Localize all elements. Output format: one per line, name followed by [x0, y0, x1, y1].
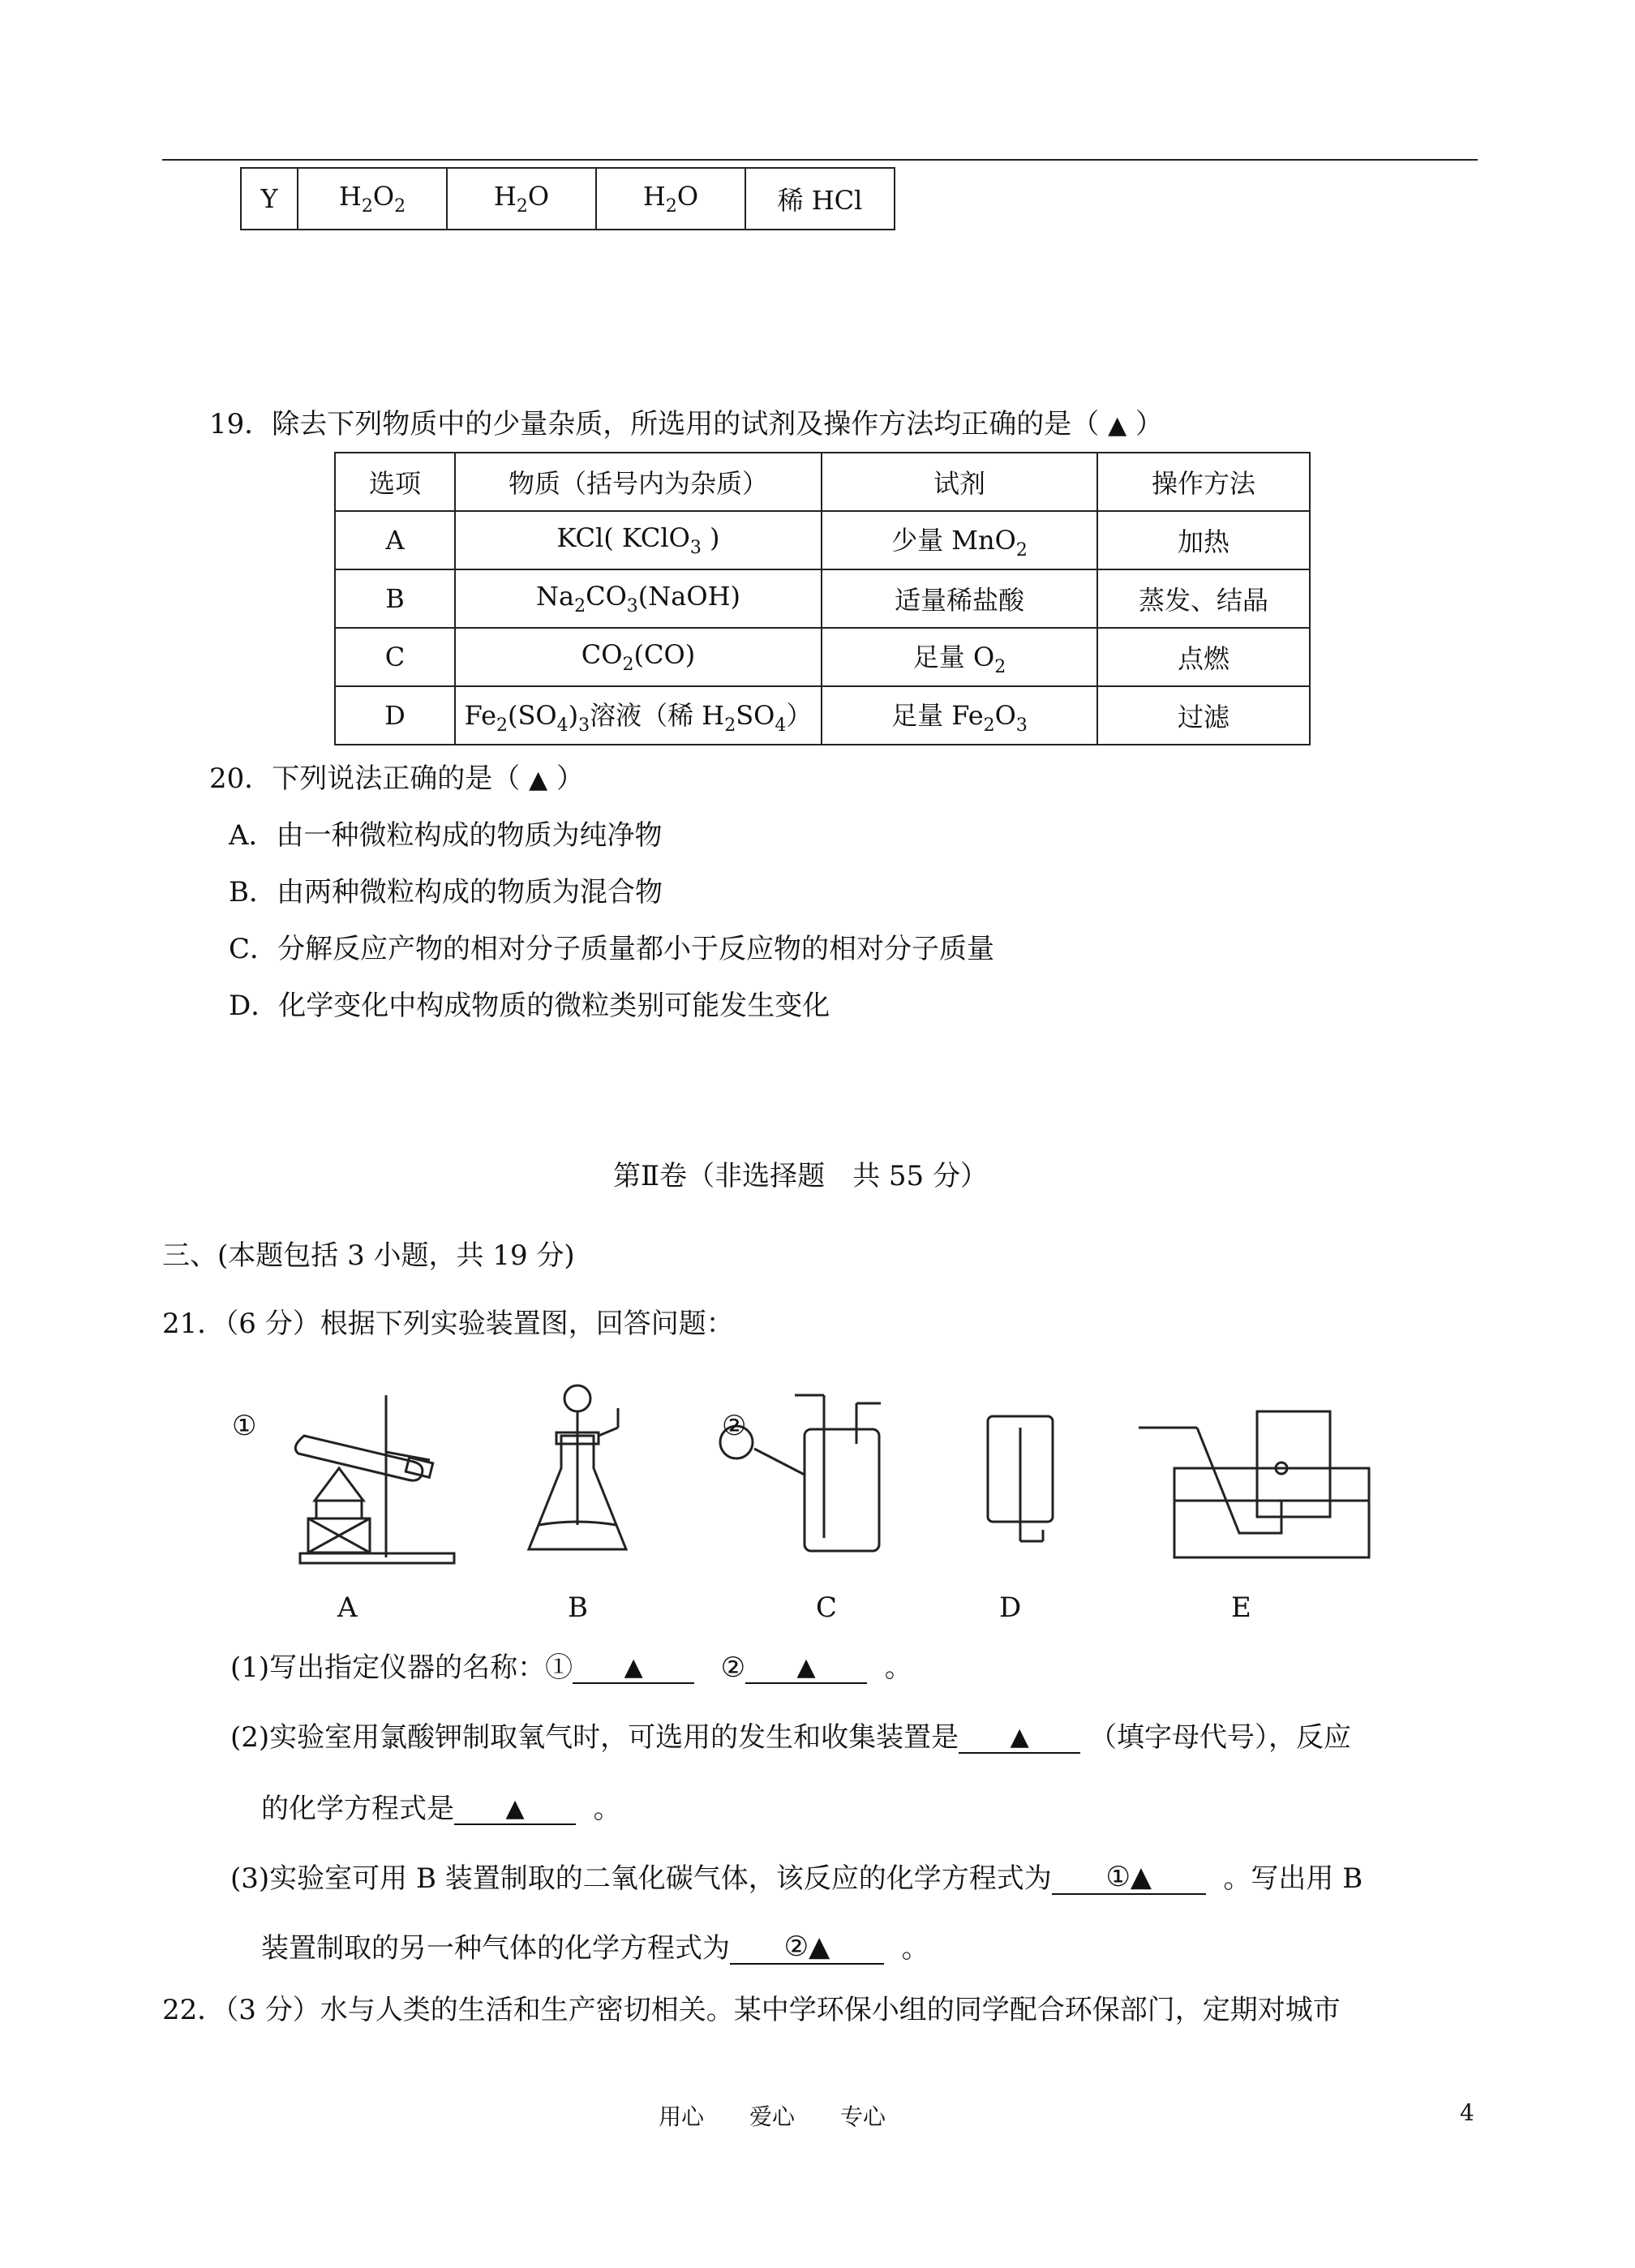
marker-2: ②	[722, 1410, 747, 1442]
reagent-cell: 足量 $Fe_2O_3$	[822, 686, 1097, 745]
method-cell: 加热	[1097, 511, 1310, 569]
answer-blank[interactable]	[573, 1650, 694, 1684]
table-header: 试剂	[822, 453, 1097, 511]
table-cell: Y	[241, 168, 298, 230]
header-rule	[162, 159, 1478, 161]
table-cell: $H_2O_2$	[298, 168, 447, 230]
answer-blank[interactable]	[745, 1650, 867, 1684]
reagent-cell: 适量稀盐酸	[822, 569, 1097, 628]
table-header: 物质（括号内为杂质）	[455, 453, 822, 511]
footer-slogan: 用心 爱心 专心	[659, 2103, 886, 2130]
answer-mark-icon: ▲	[505, 1794, 525, 1823]
option-c: C．分解反应产物的相对分子质量都小于反应物的相对分子质量	[229, 933, 995, 965]
substance-cell: $Fe_2(SO_4)_3$溶液（稀 $H_2SO_4$）	[455, 686, 822, 745]
substance-cell: $CO_2(CO)$	[455, 628, 822, 686]
reagent-cell: 足量 $O_2$	[822, 628, 1097, 686]
answer-blank[interactable]	[730, 1931, 884, 1965]
label-b: B	[568, 1591, 588, 1624]
method-cell: 过滤	[1097, 686, 1310, 745]
method-cell: 蒸发、结晶	[1097, 569, 1310, 628]
part-text: 装置制取的另一种气体的化学方程式为	[261, 1932, 730, 1965]
section-2-title: 第Ⅱ卷（非选择题 共 55 分）	[613, 1160, 988, 1192]
option-cell: B	[335, 569, 455, 628]
part-text: 。写出用 B	[1223, 1862, 1363, 1895]
part-text: 。	[884, 1652, 912, 1684]
part-text: 的化学方程式是	[261, 1793, 454, 1825]
part-text: (2)实验室用氯酸钾制取氧气时，可选用的发生和收集装置是	[230, 1721, 959, 1754]
option-cell: A	[335, 511, 455, 569]
method-cell: 点燃	[1097, 628, 1310, 686]
stem-close: ）	[556, 762, 584, 795]
table-cell: $H_2O$	[447, 168, 596, 230]
section-3-title: 三、(本题包括 3 小题，共 19 分)	[162, 1239, 575, 1272]
q21-part-2	[230, 1720, 1351, 1754]
option-a: A．由一种微粒构成的物质为纯净物	[229, 819, 663, 852]
page-number: 4	[1460, 2099, 1474, 2126]
apparatus-e-icon	[1139, 1411, 1369, 1557]
substance-cell: $Na_2CO_3(NaOH)$	[455, 569, 822, 628]
table-cell: $H_2O$	[596, 168, 745, 230]
part-text: 。	[593, 1793, 621, 1825]
label-a: A	[337, 1591, 358, 1624]
table-header: 选项	[335, 453, 455, 511]
blank-label: ①▲	[1105, 1861, 1152, 1893]
question-19-stem	[209, 408, 1163, 442]
stem-text: 19．除去下列物质中的少量杂质，所选用的试剂及操作方法均正确的是（	[209, 408, 1100, 440]
table-header: 操作方法	[1097, 453, 1310, 511]
answer-blank[interactable]	[1052, 1861, 1206, 1895]
label-d: D	[999, 1591, 1022, 1624]
answer-mark-icon: ▲	[1108, 411, 1127, 440]
question-21-stem: 21．（6 分）根据下列实验装置图，回答问题：	[162, 1308, 734, 1340]
option-d: D．化学变化中构成物质的微粒类别可能发生变化	[229, 990, 830, 1022]
option-b: B．由两种微粒构成的物质为混合物	[229, 876, 663, 908]
question-19-table	[334, 452, 1311, 745]
marker-1: ①	[232, 1410, 257, 1442]
table-row	[335, 569, 1310, 628]
question-20-stem	[209, 762, 584, 797]
table-row	[335, 511, 1310, 569]
table-row	[335, 686, 1310, 745]
table-row	[335, 628, 1310, 686]
option-cell: D	[335, 686, 455, 745]
q21-part-1	[230, 1650, 912, 1684]
option-cell: C	[335, 628, 455, 686]
part-text: 。	[901, 1932, 929, 1965]
label-e: E	[1231, 1591, 1251, 1624]
answer-blank[interactable]	[959, 1720, 1080, 1754]
answer-blank[interactable]	[454, 1791, 576, 1825]
answer-mark-icon: ▲	[1010, 1723, 1029, 1751]
part-text: ②	[720, 1652, 746, 1684]
stem-close: ）	[1135, 408, 1163, 440]
top-table	[240, 167, 895, 230]
q21-part-3	[230, 1861, 1362, 1895]
answer-mark-icon: ▲	[796, 1653, 816, 1682]
label-c: C	[816, 1591, 838, 1624]
q21-part-3-cont	[261, 1931, 929, 1965]
apparatus-figure	[227, 1379, 1476, 1574]
apparatus-a-icon	[295, 1395, 454, 1563]
reagent-cell: 少量 MnO$_2$	[822, 511, 1097, 569]
answer-mark-icon: ▲	[529, 766, 548, 794]
question-22-stem: 22．（3 分）水与人类的生活和生产密切相关。某中学环保小组的同学配合环保部门，定期对城市	[162, 1994, 1341, 2026]
stem-text: 20．下列说法正确的是（	[209, 762, 521, 795]
blank-label: ②▲	[783, 1931, 830, 1963]
part-text: (1)写出指定仪器的名称：①	[230, 1652, 573, 1684]
apparatus-b-icon	[529, 1385, 626, 1549]
substance-cell: KCl( KClO$_3$ )	[455, 511, 822, 569]
q21-part-2-cont	[261, 1791, 621, 1825]
part-text: （填字母代号），反应	[1088, 1721, 1351, 1754]
table-cell: 稀 HCl	[745, 168, 895, 230]
answer-mark-icon: ▲	[624, 1653, 643, 1682]
apparatus-d-icon	[988, 1416, 1053, 1541]
part-text: (3)实验室可用 B 装置制取的二氧化碳气体，该反应的化学方程式为	[230, 1862, 1052, 1895]
